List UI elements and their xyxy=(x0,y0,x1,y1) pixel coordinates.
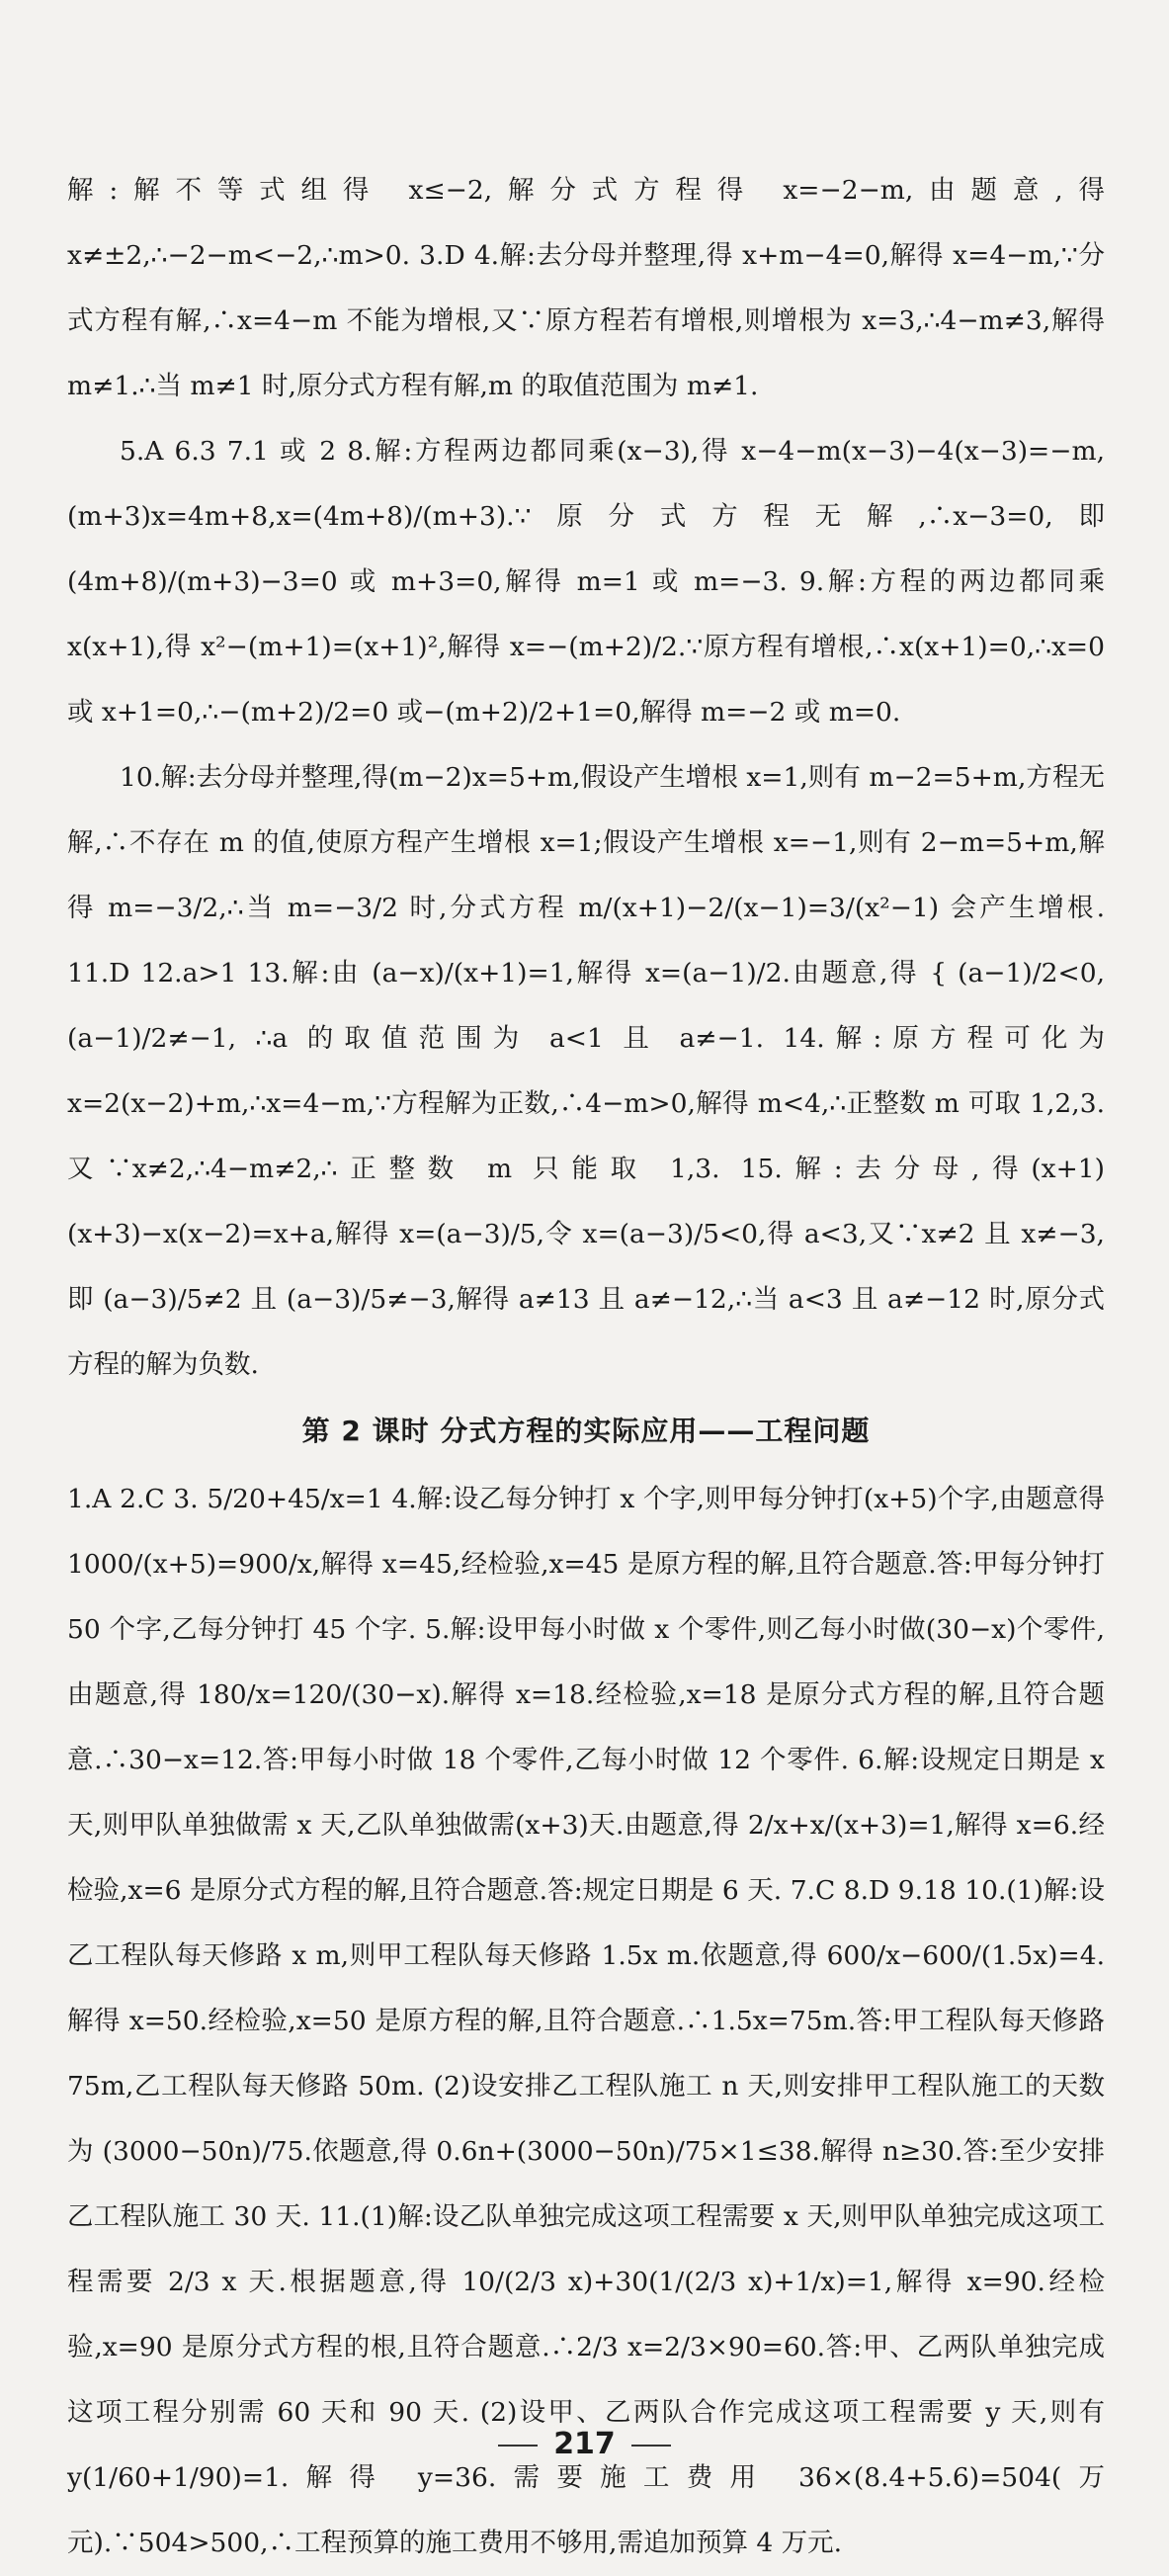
answer-content xyxy=(67,158,1105,2576)
answer-paragraph: 5.A 6.3 7.1 或 2 8.解:方程两边都同乘(x−3),得 x−4−m(x−3)−4(x−3)=−m,(m+3)x=4m+8,x=(4m+8)/(m+3).∵原分式方程无解,∴x−3=0,即 (4m+8)/(m+3)−3=0 或 m+3=0,解得 m=1 或 m=−3. 9.解:方程的两边都同乘x(x+1),得 x²−(m+1)=(x+1)²,解得 x=−(m+2)/2.∵原方程有增根,∴x(x+1)=0,∴x=0 或 x+1=0,∴−(m+2)/2=0 或−(m+2)/2+1=0,解得 m=−2 或 m=0. xyxy=(67,436,1105,728)
page-number-dash-right xyxy=(631,2445,671,2447)
page-number xyxy=(0,2427,1169,2461)
page-number-dash-left xyxy=(498,2445,538,2447)
answer-paragraph: 1.A 2.C 3. 5/20+45/x=1 4.解:设乙每分钟打 x 个字,则甲每分钟打(x+5)个字,由题意得 1000/(x+5)=900/x,解得 x=45,经检验,x=45 是原方程的解,且符合题意.答:甲每分钟打 50 个字,乙每分钟打 45 个字. 5.解:设甲每小时做 x 个零件,则乙每小时做(30−x)个零件,由题意,得 180/x=120/(30−x).解得 x=18.经检验,x=18 是原分式方程的解,且符合题意.∴30−x=12.答:甲每小时做 18 个零件,乙每小时做 12 个零件. 6.解:设规定日期是 x 天,则甲队单独做需 x 天,乙队单独做需(x+3)天.由题意,得 2/x+x/(x+3)=1,解得 x=6.经检验,x=6 是原分式方程的解,且符合题意.答:规定日期是 6 天. 7.C 8.D 9.18 10.(1)解:设乙工程队每天修路 x m,则甲工程队每天修路 1.5x m.依题意,得 600/x−600/(1.5x)=4.解得 x=50.经检验,x=50 是原方程的解,且符合题意.∴1.5x=75m.答:甲工程队每天修路 75m,乙工程队每天修路 50m. (2)设安排乙工程队施工 n 天,则安排甲工程队施工的天数为 (3000−50n)/75.依题意,得 0.6n+(3000−50n)/75×1≤38.解得 n≥30.答:至少安排乙工程队施工 30 天. 11.(1)解:设乙队单独完成这项工程需要 x 天,则甲队单独完成这项工程需要 2/3 x 天.根据题意,得 10/(2/3 x)+30(1/(2/3 x)+1/x)=1,解得 x=90.经检验,x=90 是原分式方程的根,且符合题意.∴2/3 x=2/3×90=60.答:甲、乙两队单独完成这项工程分别需 60 天和 90 天. (2)设甲、乙两队合作完成这项工程需要 y 天,则有 y(1/60+1/90)=1.解得 y=36.需要施工费用 36×(8.4+5.6)=504(万元).∵504>500,∴工程预算的施工费用不够用,需追加预算 4 万元. xyxy=(67,1484,1105,2558)
answer-paragraph: 解:解不等式组得 x≤−2,解分式方程得 x=−2−m,由题意,得 x≠±2,∴−2−m<−2,∴m>0. 3.D 4.解:去分母并整理,得 x+m−4=0,解得 x=4−m,∵分式方程有解,∴x=4−m 不能为增根,又∵原方程若有增根,则增根为 x=3,∴4−m≠3,解得 m≠1.∴当 m≠1 时,原分式方程有解,m 的取值范围为 m≠1. xyxy=(67,175,1105,401)
page-number-text: 217 xyxy=(553,2427,616,2461)
section-title: 第 2 课时 分式方程的实际应用——工程问题 xyxy=(301,1415,871,1447)
answer-paragraph: 10.解:去分母并整理,得(m−2)x=5+m,假设产生增根 x=1,则有 m−2=5+m,方程无解,∴不存在 m 的值,使原方程产生增根 x=1;假设产生增根 x=−1,则有 2−m=5+m,解得 m=−3/2,∴当 m=−3/2 时,分式方程 m/(x+1)−2/(x−1)=3/(x²−1) 会产生增根. 11.D 12.a>1 13.解:由 (a−x)/(x+1)=1,解得 x=(a−1)/2.由题意,得 { (a−1)/2<0, (a−1)/2≠−1, ∴a 的取值范围为 a<1 且 a≠−1. 14.解:原方程可化为 x=2(x−2)+m,∴x=4−m,∵方程解为正数,∴4−m>0,解得 m<4,∴正整数 m 可取 1,2,3.又∵x≠2,∴4−m≠2,∴正整数 m 只能取 1,3. 15.解:去分母,得(x+1)(x+3)−x(x−2)=x+a,解得 x=(a−3)/5,令 x=(a−3)/5<0,得 a<3,又∵x≠2 且 x≠−3,即 (a−3)/5≠2 且 (a−3)/5≠−3,解得 a≠13 且 a≠−12,∴当 a<3 且 a≠−12 时,原分式方程的解为负数. xyxy=(67,762,1105,1380)
